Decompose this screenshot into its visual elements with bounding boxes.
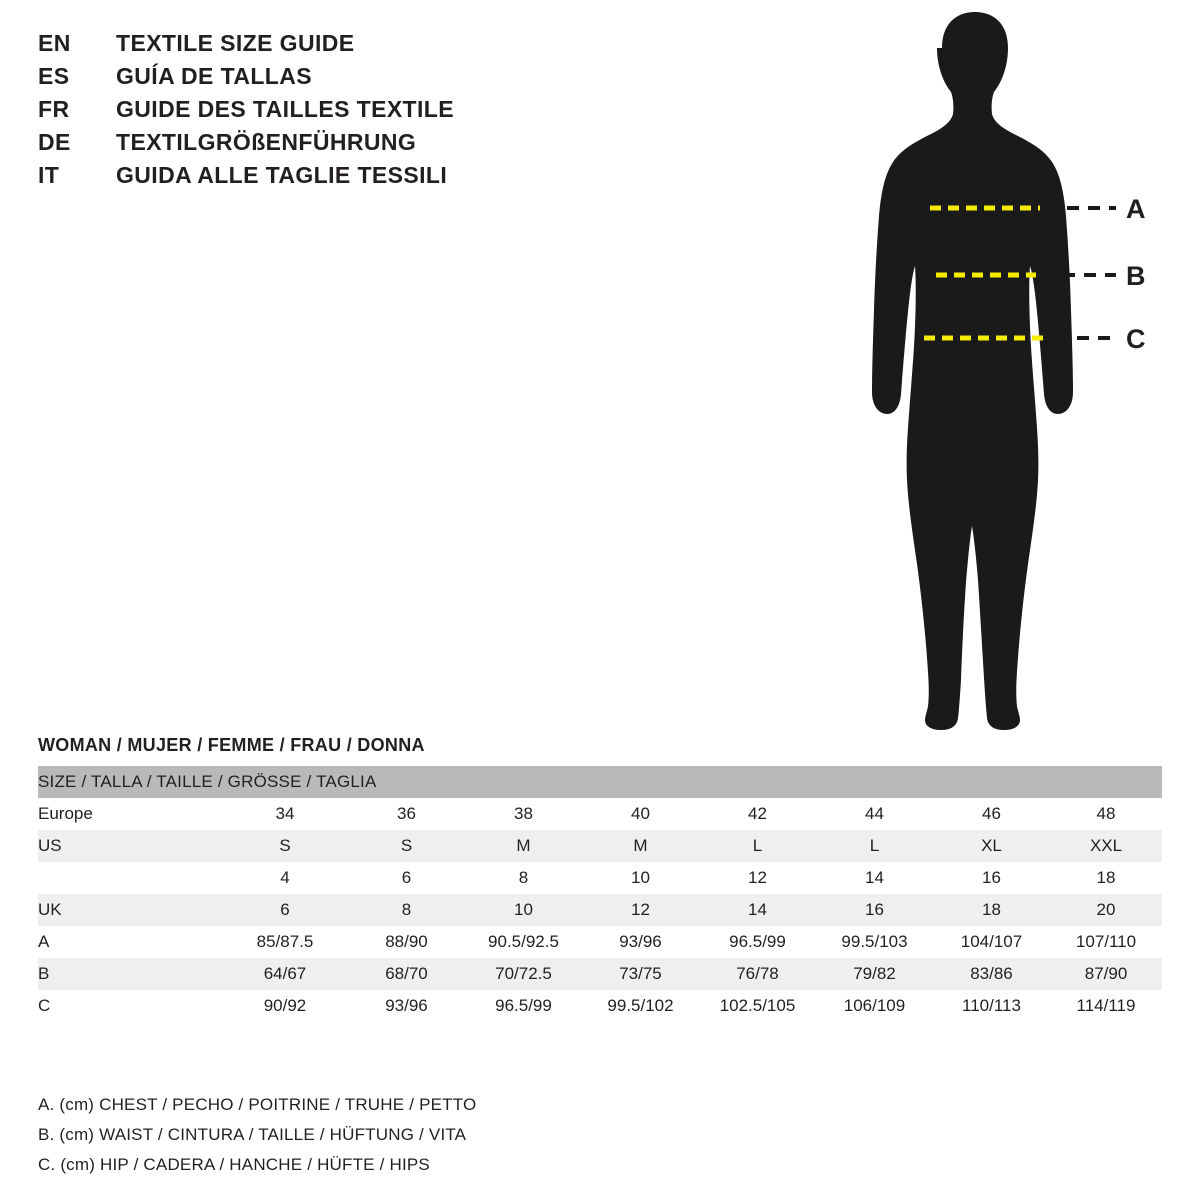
footnote-b: B. (cm) WAIST / CINTURA / TAILLE / HÜFTUNG / VITA xyxy=(38,1125,467,1144)
table-row xyxy=(38,958,1162,990)
cell-c-6: 110/113 xyxy=(933,990,1050,1022)
cell-b-5: 79/82 xyxy=(816,958,933,990)
cell-europe-7: 48 xyxy=(1050,798,1162,830)
cell-europe-5: 44 xyxy=(816,798,933,830)
language-code-en: EN xyxy=(38,30,71,56)
cell-uk-3: 12 xyxy=(582,894,699,926)
row-label-a: A xyxy=(38,926,222,958)
cell-us-3: M xyxy=(582,830,699,862)
cell-us-0: S xyxy=(222,830,348,862)
cell-usnum-1: 6 xyxy=(348,862,465,894)
row-label-b: B xyxy=(38,958,222,990)
cell-c-3: 99.5/102 xyxy=(582,990,699,1022)
cell-a-6: 104/107 xyxy=(933,926,1050,958)
cell-a-7: 107/110 xyxy=(1050,926,1162,958)
cell-uk-2: 10 xyxy=(465,894,582,926)
cell-b-4: 76/78 xyxy=(699,958,816,990)
cell-us-2: M xyxy=(465,830,582,862)
cell-usnum-6: 16 xyxy=(933,862,1050,894)
table-row xyxy=(38,798,1162,830)
title-text-de: TEXTILGRÖßENFÜHRUNG xyxy=(116,129,417,155)
table-row xyxy=(38,862,1162,894)
title-text-it: GUIDA ALLE TAGLIE TESSILI xyxy=(116,162,448,188)
footnote-block xyxy=(38,1090,838,1180)
language-code-it: IT xyxy=(38,162,60,188)
cell-c-4: 102.5/105 xyxy=(699,990,816,1022)
cell-b-2: 70/72.5 xyxy=(465,958,582,990)
cell-us-7: XXL xyxy=(1050,830,1162,862)
row-label-us: US xyxy=(38,830,222,862)
title-text-fr: GUIDE DES TAILLES TEXTILE xyxy=(116,96,454,122)
table-row xyxy=(38,894,1162,926)
cell-c-0: 90/92 xyxy=(222,990,348,1022)
cell-b-6: 83/86 xyxy=(933,958,1050,990)
row-label-europe: Europe xyxy=(38,798,222,830)
title-text-en: TEXTILE SIZE GUIDE xyxy=(116,30,355,56)
cell-usnum-5: 14 xyxy=(816,862,933,894)
cell-uk-7: 20 xyxy=(1050,894,1162,926)
cell-europe-4: 42 xyxy=(699,798,816,830)
cell-c-5: 106/109 xyxy=(816,990,933,1022)
measure-label-c: C xyxy=(1126,324,1146,354)
cell-b-7: 87/90 xyxy=(1050,958,1162,990)
cell-usnum-7: 18 xyxy=(1050,862,1162,894)
cell-us-5: L xyxy=(816,830,933,862)
title-row-it xyxy=(38,162,658,195)
cell-us-6: XL xyxy=(933,830,1050,862)
language-code-de: DE xyxy=(38,129,71,155)
cell-usnum-3: 10 xyxy=(582,862,699,894)
cell-b-3: 73/75 xyxy=(582,958,699,990)
cell-a-1: 88/90 xyxy=(348,926,465,958)
cell-c-1: 93/96 xyxy=(348,990,465,1022)
cell-uk-0: 6 xyxy=(222,894,348,926)
cell-europe-3: 40 xyxy=(582,798,699,830)
measure-label-b: B xyxy=(1126,261,1146,291)
title-row-en xyxy=(38,30,658,63)
size-table-section xyxy=(38,735,1163,1022)
cell-europe-1: 36 xyxy=(348,798,465,830)
cell-uk-5: 16 xyxy=(816,894,933,926)
table-caption: WOMAN / MUJER / FEMME / FRAU / DONNA xyxy=(38,735,425,755)
cell-c-2: 96.5/99 xyxy=(465,990,582,1022)
cell-europe-6: 46 xyxy=(933,798,1050,830)
cell-uk-4: 14 xyxy=(699,894,816,926)
footnote-c: C. (cm) HIP / CADERA / HANCHE / HÜFTE / HIPS xyxy=(38,1155,430,1174)
table-row xyxy=(38,990,1162,1022)
row-label-us-numeric xyxy=(38,862,222,894)
row-label-c: C xyxy=(38,990,222,1022)
cell-a-3: 93/96 xyxy=(582,926,699,958)
cell-uk-1: 8 xyxy=(348,894,465,926)
cell-usnum-2: 8 xyxy=(465,862,582,894)
cell-a-5: 99.5/103 xyxy=(816,926,933,958)
size-table xyxy=(38,766,1162,1022)
cell-a-0: 85/87.5 xyxy=(222,926,348,958)
language-code-fr: FR xyxy=(38,96,70,122)
cell-europe-2: 38 xyxy=(465,798,582,830)
female-body-figure xyxy=(860,10,1190,750)
cell-europe-0: 34 xyxy=(222,798,348,830)
title-text-es: GUÍA DE TALLAS xyxy=(116,63,312,89)
cell-a-4: 96.5/99 xyxy=(699,926,816,958)
cell-a-2: 90.5/92.5 xyxy=(465,926,582,958)
cell-c-7: 114/119 xyxy=(1050,990,1162,1022)
cell-us-4: L xyxy=(699,830,816,862)
body-silhouette-icon xyxy=(872,12,1073,730)
table-row xyxy=(38,830,1162,862)
row-label-uk: UK xyxy=(38,894,222,926)
table-header-row xyxy=(38,766,1162,798)
cell-b-1: 68/70 xyxy=(348,958,465,990)
measure-label-a: A xyxy=(1126,194,1146,224)
cell-b-0: 64/67 xyxy=(222,958,348,990)
cell-us-1: S xyxy=(348,830,465,862)
cell-uk-6: 18 xyxy=(933,894,1050,926)
table-row xyxy=(38,926,1162,958)
title-row-es xyxy=(38,63,658,96)
title-block xyxy=(38,30,658,195)
table-header-label: SIZE / TALLA / TAILLE / GRÖSSE / TAGLIA xyxy=(38,766,1162,798)
cell-usnum-4: 12 xyxy=(699,862,816,894)
title-row-de xyxy=(38,129,658,162)
footnote-a: A. (cm) CHEST / PECHO / POITRINE / TRUHE / PETTO xyxy=(38,1095,477,1114)
title-row-fr xyxy=(38,96,658,129)
cell-usnum-0: 4 xyxy=(222,862,348,894)
language-code-es: ES xyxy=(38,63,70,89)
